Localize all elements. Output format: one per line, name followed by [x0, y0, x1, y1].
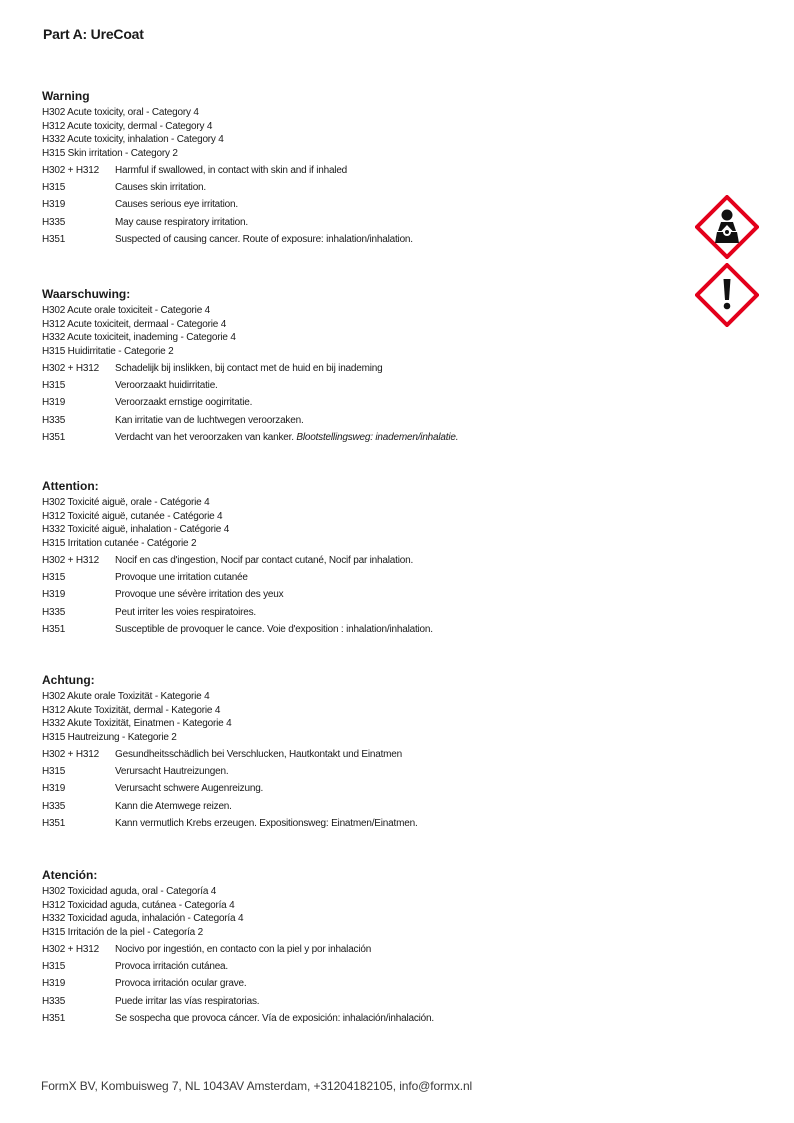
hazard-statement-main: Se sospecha que provoca cáncer. Vía de exposición: inhalación/inhalación. — [115, 1012, 434, 1024]
hazard-statement-row — [42, 746, 682, 763]
hazard-statement-row — [42, 780, 682, 797]
hazard-statement-text — [115, 552, 682, 569]
hazard-category-line: H312 Acute toxicity, dermal - Category 4 — [42, 120, 213, 132]
hazard-statement-row — [42, 958, 682, 975]
hazard-statement-main: Provoque une irritation cutanée — [115, 572, 248, 584]
hazard-statement-main: Suspected of causing cancer. Route of exposure: inhalation/inhalation. — [115, 233, 413, 245]
hazard-statement-main: Verdacht van het veroorzaken van kanker. — [115, 431, 294, 443]
hazard-code: H319 — [42, 783, 66, 795]
company-footer: FormX BV, Kombuisweg 7, NL 1043AV Amsterdam, +31204182105, info@formx.nl — [41, 1079, 473, 1093]
hazard-code: H351 — [42, 1012, 66, 1024]
hazard-statement-text — [115, 429, 682, 446]
hazard-section — [42, 673, 682, 832]
health-hazard-icon — [695, 195, 759, 259]
hazard-statement-text — [115, 196, 682, 213]
hazard-statement-text — [115, 162, 682, 179]
hazard-code: H315 — [42, 572, 66, 584]
hazard-statement-text — [115, 798, 682, 815]
hazard-statement-row — [42, 429, 682, 446]
hazard-category-line: H312 Akute Toxizität, dermal - Kategorie 4 — [42, 704, 221, 716]
hazard-statement-main: Verursacht Hautreizungen. — [115, 766, 229, 778]
hazard-code: H302 + H312 — [42, 749, 100, 760]
hazard-statement-main: Schadelijk bij inslikken, bij contact met de huid en bij inademing — [115, 363, 383, 374]
hazard-statement-main: Veroorzaakt ernstige oogirritatie. — [115, 397, 253, 409]
hazard-code: H351 — [42, 233, 66, 245]
hazard-statement-text — [115, 780, 682, 797]
hazard-statement-text — [115, 746, 682, 763]
hazard-section — [42, 89, 682, 248]
hazard-section — [42, 479, 682, 638]
hazard-statement-text — [115, 1010, 682, 1027]
hazard-statement-text — [115, 179, 682, 196]
hazard-code: H335 — [42, 995, 66, 1007]
hazard-statement-main: Puede irritar las vías respiratorias. — [115, 995, 260, 1007]
hazard-statement-row — [42, 360, 682, 377]
hazard-category-line: H315 Huidirritatie - Categorie 2 — [42, 345, 174, 357]
hazard-statement-row — [42, 604, 682, 621]
hazard-code: H335 — [42, 800, 66, 812]
hazard-statement-main: Susceptible de provoquer le cance. Voie d'exposition : inhalation/inhalation. — [115, 623, 433, 635]
hazard-statement-row — [42, 377, 682, 394]
hazard-section — [42, 287, 682, 446]
hazard-statement-row — [42, 1010, 682, 1027]
hazard-code: H351 — [42, 431, 66, 443]
hazard-category-line: H315 Irritation cutanée - Catégorie 2 — [42, 537, 197, 549]
hazard-statement-row — [42, 179, 682, 196]
hazard-category-line: H302 Toxicidad aguda, oral - Categoría 4 — [42, 886, 217, 897]
hazard-code: H319 — [42, 589, 66, 601]
hazard-category-line: H312 Toxicité aiguë, cutanée - Catégorie 4 — [42, 510, 223, 522]
section-heading: Attention: — [42, 479, 99, 493]
hazard-statement-text — [115, 394, 682, 411]
hazard-statement-text — [115, 377, 682, 394]
hazard-statement-row — [42, 552, 682, 569]
hazard-statement-main: Causes skin irritation. — [115, 182, 206, 194]
hazard-statement-main: May cause respiratory irritation. — [115, 216, 248, 228]
hazard-statement-main: Kan irritatie van de luchtwegen veroorzaken. — [115, 414, 304, 426]
hazard-category-line: H312 Acute toxiciteit, dermaal - Categorie 4 — [42, 318, 227, 330]
hazard-statement-main: Veroorzaakt huidirritatie. — [115, 380, 218, 392]
hazard-statement-main: Gesundheitsschädlich bei Verschlucken, Hautkontakt und Einatmen — [115, 749, 403, 760]
hazard-statement-main: Peut irriter les voies respiratoires. — [115, 606, 256, 618]
hazard-category-line: H332 Toxicité aiguë, inhalation - Catégorie 4 — [42, 524, 230, 535]
hazard-statement-row — [42, 214, 682, 231]
hazard-statement-text — [115, 214, 682, 231]
section-heading: Waarschuwing: — [42, 287, 131, 301]
hazard-category-line: H312 Toxicidad aguda, cutánea - Categoría 4 — [42, 899, 235, 911]
hazard-statement-row — [42, 162, 682, 179]
hazard-statement-main: Provoca irritación ocular grave. — [115, 978, 247, 990]
ghs-pictograms — [695, 195, 759, 331]
hazard-statement-text — [115, 993, 682, 1010]
hazard-code: H335 — [42, 216, 66, 228]
hazard-statement-row — [42, 412, 682, 429]
section-heading: Warning — [42, 89, 90, 103]
section-heading: Achtung: — [42, 673, 95, 687]
hazard-statement-row — [42, 196, 682, 213]
hazard-statement-row — [42, 975, 682, 992]
hazard-statement-main: Provoca irritación cutánea. — [115, 961, 228, 973]
hazard-category-line: H315 Hautreizung - Kategorie 2 — [42, 731, 177, 743]
hazard-statement-text — [115, 958, 682, 975]
hazard-statement-text — [115, 231, 682, 248]
hazard-statement-text — [115, 412, 682, 429]
hazard-category-line: H332 Acute toxicity, inhalation - Category 4 — [42, 134, 224, 145]
hazard-code: H315 — [42, 380, 66, 392]
hazard-statement-row — [42, 621, 682, 638]
hazard-statement-row — [42, 798, 682, 815]
hazard-statement-text — [115, 569, 682, 586]
hazard-statement-main: Kann die Atemwege reizen. — [115, 800, 232, 812]
hazard-statement-text — [115, 941, 682, 958]
hazard-code: H319 — [42, 199, 66, 211]
exclamation-mark-icon — [695, 263, 759, 327]
hazard-code: H302 + H312 — [42, 944, 100, 955]
hazard-code: H319 — [42, 978, 66, 990]
hazard-statement-text — [115, 975, 682, 992]
hazard-statement-main: Causes serious eye irritation. — [115, 199, 238, 211]
hazard-statement-row — [42, 815, 682, 832]
hazard-category-line: H302 Toxicité aiguë, orale - Catégorie 4 — [42, 497, 210, 508]
hazard-statement-row — [42, 231, 682, 248]
hazard-statement-text — [115, 604, 682, 621]
hazard-code: H315 — [42, 182, 66, 194]
hazard-code: H351 — [42, 817, 66, 829]
hazard-statement-main: Harmful if swallowed, in contact with skin and if inhaled — [115, 165, 348, 176]
hazard-category-line: H315 Skin irritation - Category 2 — [42, 147, 178, 159]
hazard-code: H302 + H312 — [42, 165, 100, 176]
hazard-statement-row — [42, 394, 682, 411]
hazard-statement-text — [115, 360, 682, 377]
hazard-statement-row — [42, 586, 682, 603]
hazard-statement-text — [115, 621, 682, 638]
hazard-statement-row — [42, 569, 682, 586]
hazard-code: H335 — [42, 414, 66, 426]
hazard-code: H302 + H312 — [42, 363, 100, 374]
hazard-statement-row — [42, 993, 682, 1010]
hazard-statement-text — [115, 763, 682, 780]
hazard-category-line: H302 Acute orale toxiciteit - Categorie 4 — [42, 305, 211, 316]
hazard-category-line: H302 Akute orale Toxizität - Kategorie 4 — [42, 691, 210, 702]
hazard-category-line: H332 Akute Toxizität, Einatmen - Kategorie 4 — [42, 718, 232, 729]
hazard-statement-italic: Blootstellingsweg: inademen/inhalatie. — [293, 431, 459, 443]
hazard-statement-main: Kann vermutlich Krebs erzeugen. Expositionsweg: Einatmen/Einatmen. — [115, 817, 418, 829]
hazard-code: H315 — [42, 766, 66, 778]
hazard-category-line: H332 Acute toxiciteit, inademing - Categorie 4 — [42, 332, 236, 343]
hazard-statement-row — [42, 763, 682, 780]
hazard-statement-main: Provoque une sévère irritation des yeux — [115, 589, 284, 601]
hazard-statement-main: Verursacht schwere Augenreizung. — [115, 783, 264, 795]
hazard-code: H315 — [42, 961, 66, 973]
hazard-statement-text — [115, 586, 682, 603]
hazard-category-line: H332 Toxicidad aguda, inhalación - Categoría 4 — [42, 913, 244, 924]
section-heading: Atención: — [42, 868, 98, 882]
document-title: Part A: UreCoat — [43, 26, 144, 42]
hazard-category-line: H302 Acute toxicity, oral - Category 4 — [42, 107, 199, 118]
hazard-section — [42, 868, 682, 1027]
hazard-code: H335 — [42, 606, 66, 618]
hazard-code: H302 + H312 — [42, 555, 100, 566]
hazard-statement-main: Nocif en cas d'ingestion, Nocif par contact cutané, Nocif par inhalation. — [115, 555, 414, 566]
hazard-statement-main: Nocivo por ingestión, en contacto con la piel y por inhalación — [115, 944, 372, 955]
hazard-category-line: H315 Irritación de la piel - Categoría 2 — [42, 926, 203, 938]
hazard-code: H351 — [42, 623, 66, 635]
hazard-statement-text — [115, 815, 682, 832]
hazard-statement-row — [42, 941, 682, 958]
hazard-code: H319 — [42, 397, 66, 409]
